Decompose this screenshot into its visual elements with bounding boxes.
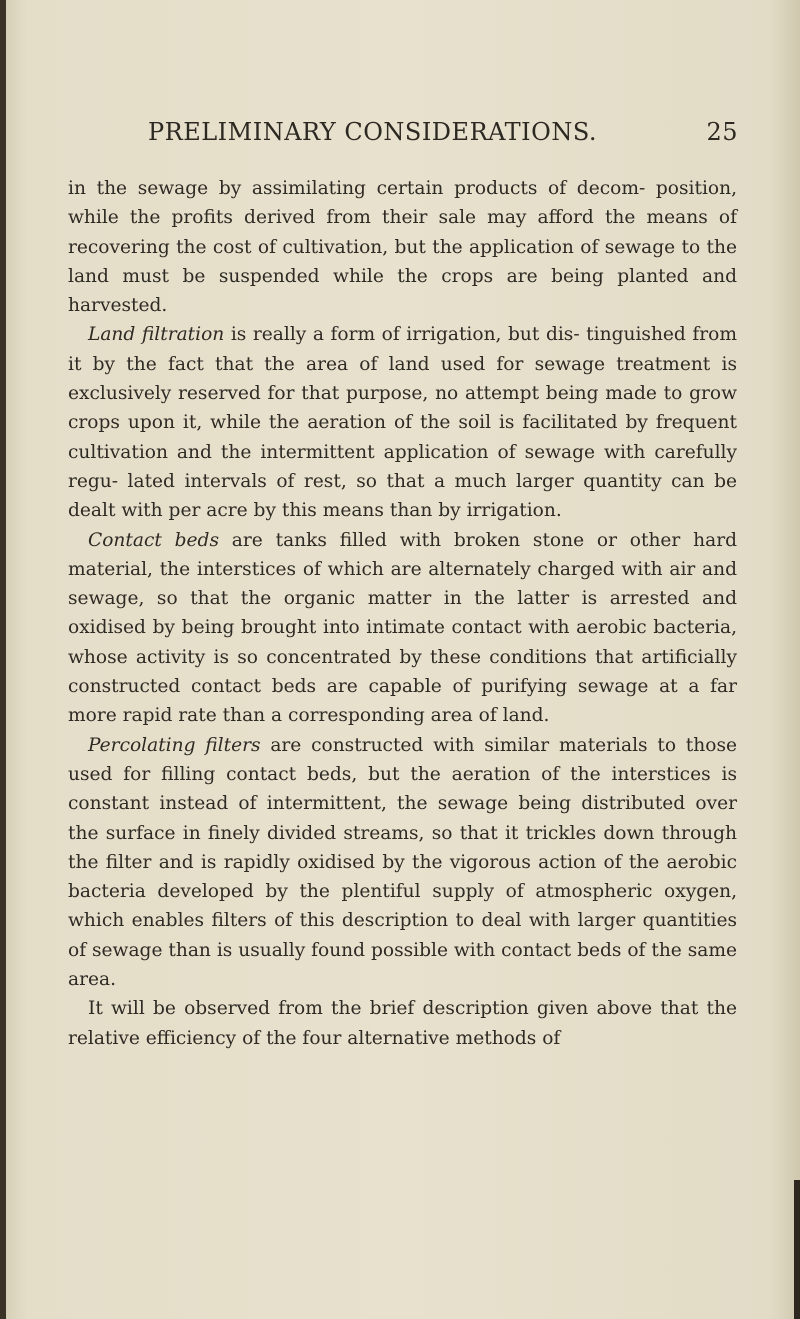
paragraph-percolating-filters: [68, 731, 737, 995]
paragraph-lead-term: Percolating filters: [88, 734, 261, 756]
paragraph-text: are constructed with similar materials to those used for filling contact beds, but the aeration of the interstices is constant instead of intermittent, the sewage being distributed over the surface in finely divided streams, so that it trickles down through the filter and is rapidly oxidised by the vigorous action of the aerobic bacteria developed by the plentiful supply of atmospheric oxygen, which enables filters of this description to deal with larger quantities of sewage than is usually found possible with contact beds of the same area.: [68, 734, 737, 991]
page-edge-shadow: [794, 1180, 800, 1319]
paragraph-conclusion: [68, 994, 737, 1053]
paragraph-continuation: [68, 174, 737, 320]
paragraph-text: is really a form of irrigation, but dis- tinguished from it by the fact that the area of land used for sewage treatment is exclusively reserved for that purpose, no attempt being made to grow crops upon it, while the aeration of the soil is facilitated by frequent cultivation and the intermittent application of sewage with carefully regu- lated intervals of rest, so that a much larger quantity can be dealt with per acre by this means than by irrigation.: [68, 324, 737, 522]
paragraph-text: in the sewage by assimilating certain products of decom- position, while the profits derived from their sale may afford the means of recovering the cost of cultivation, but the application of sewage to the land must be suspended while the crops are being planted and harvested.: [68, 178, 737, 317]
page-number: 25: [706, 118, 738, 146]
paragraph-lead-term: Land filtration: [88, 324, 225, 346]
paragraph-land-filtration: [68, 320, 737, 525]
paragraph-contact-beds: [68, 526, 737, 731]
paragraph-text: It will be observed from the brief description given above that the relative efficiency of the four alternative methods of: [68, 998, 737, 1049]
paragraph-text: are tanks filled with broken stone or other hard material, the interstices of which are alternately charged with air and sewage, so that the organic matter in the latter is arrested and oxidised by being brought into intimate contact with aerobic bacteria, whose activity is so concentrated by these conditions that artificially constructed contact beds are capable of purifying sewage at a far more rapid rate than a corresponding area of land.: [68, 529, 737, 727]
paragraph-lead-term: Contact beds: [88, 529, 219, 551]
running-title: PRELIMINARY CONSIDERATIONS.: [148, 118, 598, 146]
book-spine-edge: [0, 0, 6, 1319]
body-text: [68, 174, 737, 1053]
